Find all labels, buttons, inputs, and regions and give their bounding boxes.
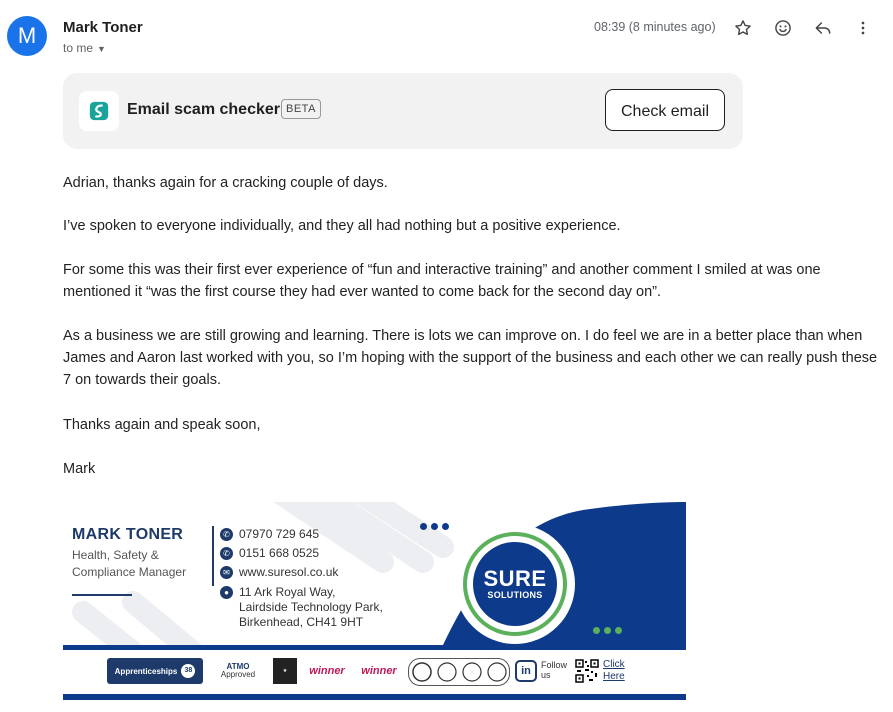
atmo-approved-badge xyxy=(211,658,265,684)
signature-office-phone[interactable] xyxy=(220,546,319,560)
atmo-label: ATMO xyxy=(226,662,250,671)
message-paragraph: For some this was their first ever experience of “fun and interactive training” and another comment I smiled at was one mentioned it “was the first course they had ever wanted to come back for the second day on”. xyxy=(63,262,821,300)
signature-divider-bar xyxy=(63,645,686,650)
decorative-dots-blue xyxy=(420,523,449,530)
click-text: Click xyxy=(603,659,625,670)
apprenticeships-label: Apprenticeships xyxy=(114,666,178,676)
logo-text-solutions: SOLUTIONS xyxy=(487,590,543,600)
beta-badge: BETA xyxy=(281,99,321,119)
recipient-label: to me xyxy=(63,41,94,55)
message-paragraph: Adrian, thanks again for a cracking couple of days. xyxy=(63,175,388,191)
address-line: 11 Ark Royal Way, xyxy=(239,585,336,599)
address-line: Lairdside Technology Park, xyxy=(239,600,383,614)
signature-mobile[interactable] xyxy=(220,527,319,541)
logo-text-sure: SURE xyxy=(483,566,547,591)
decorative-dots-green xyxy=(593,627,622,634)
signature-divider xyxy=(72,594,132,596)
phone-icon: ✆ xyxy=(220,547,233,560)
sender-avatar[interactable]: M xyxy=(7,16,47,56)
location-pin-icon: ● xyxy=(220,586,233,599)
apprenticeships-badge xyxy=(107,658,203,684)
message-timestamp: 08:39 (8 minutes ago) xyxy=(594,20,716,34)
winner-badge: winner xyxy=(361,665,397,677)
national-awards-badge-icon: ★ xyxy=(273,658,297,684)
sender-name[interactable]: Mark Toner xyxy=(63,19,143,36)
chevron-down-icon[interactable]: ▼ xyxy=(97,44,106,54)
address-line: Birkenhead, CH41 9HT xyxy=(239,615,364,629)
here-text: Here xyxy=(603,671,625,682)
linkedin-icon[interactable]: in xyxy=(515,660,537,682)
follow-us-text: us xyxy=(541,670,551,680)
iso-certification-badges xyxy=(408,658,510,686)
winner-badge: winner xyxy=(309,665,345,677)
mobile-number: 07970 729 645 xyxy=(239,527,320,541)
surfshark-logo-icon xyxy=(79,91,119,131)
star-icon[interactable] xyxy=(729,14,757,42)
atmo-approved-label: Approved xyxy=(220,670,256,679)
sure-solutions-logo xyxy=(455,524,575,644)
signature-bottom-bar xyxy=(63,694,686,700)
check-email-button[interactable]: Check email xyxy=(605,89,725,131)
emoji-icon[interactable] xyxy=(769,14,797,42)
click-here-link[interactable] xyxy=(603,659,625,683)
more-vert-icon[interactable] xyxy=(849,14,877,42)
qr-code-icon[interactable] xyxy=(575,659,599,683)
office-number: 0151 668 0525 xyxy=(239,546,320,560)
signature-role: Health, Safety & Compliance Manager xyxy=(72,548,187,579)
signature-address xyxy=(220,585,383,630)
signature-name: MARK TONER xyxy=(72,526,184,543)
follow-text: Follow xyxy=(541,660,568,670)
mail-icon: ✉ xyxy=(220,566,233,579)
message-paragraph: As a business we are still growing and learning. There is lots we can improve on. I do feel we are in a better place than when James and Aaron last worked with you, so I’m hoping with the support of the business and each other we can really push these 7 on towards their goals. xyxy=(63,328,878,388)
scam-checker-title: Email scam checker xyxy=(127,101,280,118)
message-signoff: Mark xyxy=(63,461,96,477)
signature-website-link[interactable] xyxy=(220,565,338,579)
apprenticeships-number: 38 xyxy=(181,664,195,678)
email-signature-banner xyxy=(63,502,686,700)
message-paragraph: I’ve spoken to everyone individually, and they all had nothing but a positive experience. xyxy=(63,218,621,234)
reply-icon[interactable] xyxy=(809,14,837,42)
recipient-details-toggle[interactable] xyxy=(63,41,106,55)
signature-vertical-divider xyxy=(212,526,214,586)
message-paragraph: Thanks again and speak soon, xyxy=(63,417,261,433)
iso-certification-icons xyxy=(411,661,507,683)
follow-us-label[interactable] xyxy=(541,660,567,680)
website-text: www.suresol.co.uk xyxy=(239,565,339,579)
scam-checker-card xyxy=(63,73,743,149)
phone-icon: ✆ xyxy=(220,528,233,541)
